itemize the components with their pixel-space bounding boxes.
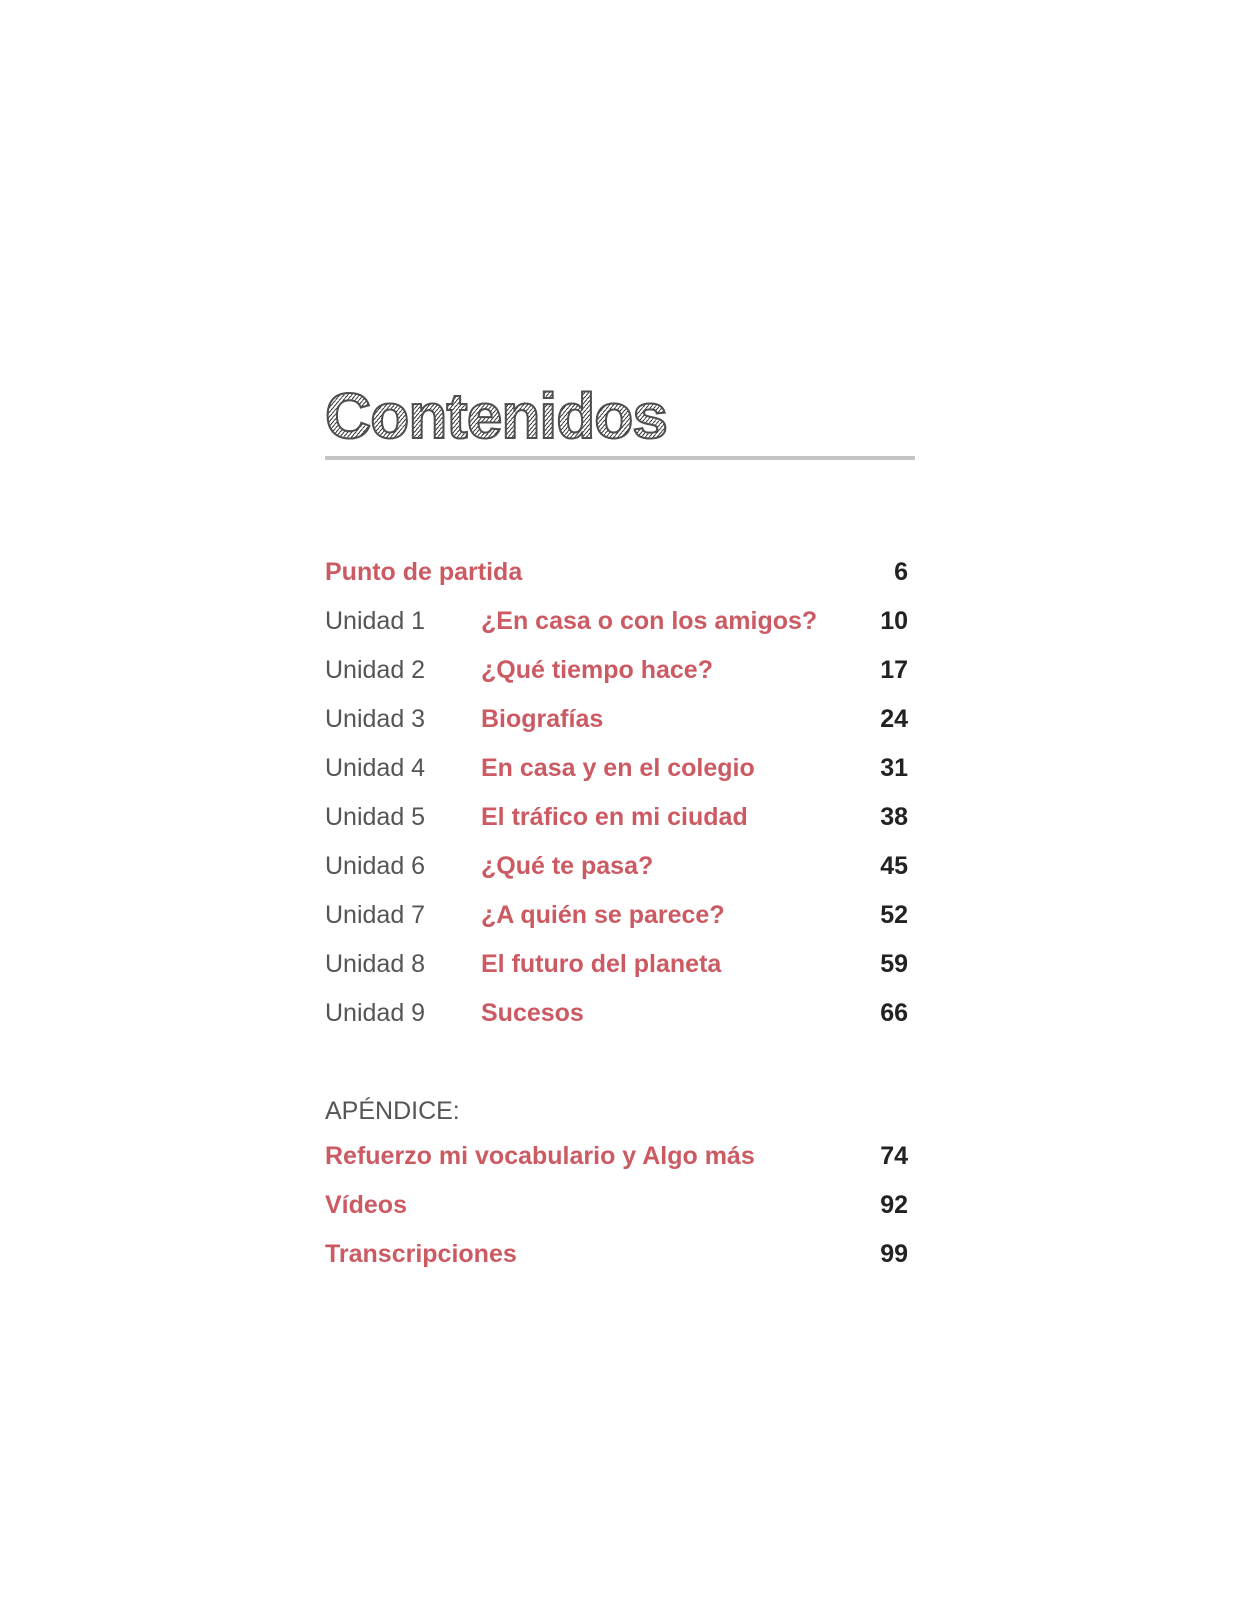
toc-topic: El tráfico en mi ciudad	[481, 803, 748, 831]
appendix-heading: APÉNDICE:	[325, 1097, 460, 1125]
toc-topic: Sucesos	[481, 999, 584, 1027]
toc-entry-unit-5[interactable]	[325, 793, 915, 842]
toc-topic: ¿Qué tiempo hace?	[481, 656, 713, 684]
toc-unit-label: Unidad 1	[325, 607, 426, 635]
toc-topic: En casa y en el colegio	[481, 754, 755, 782]
appendix-entry-videos[interactable]	[325, 1181, 915, 1230]
toc-entry-unit-9[interactable]	[325, 989, 915, 1038]
toc-unit-label: Unidad 9	[325, 999, 426, 1027]
toc-entry-unit-6[interactable]	[325, 842, 915, 891]
toc-topic: Punto de partida	[325, 558, 523, 586]
toc-page-number: 92	[880, 1191, 908, 1219]
toc-topic: ¿En casa o con los amigos?	[481, 607, 818, 635]
toc-unit-label: Unidad 7	[325, 901, 426, 929]
toc-entry-unit-3[interactable]	[325, 695, 915, 744]
toc-unit-label: Unidad 4	[325, 754, 426, 782]
toc-entry-unit-4[interactable]	[325, 744, 915, 793]
toc-page-number: 6	[894, 558, 908, 586]
toc-entry-unit-7[interactable]	[325, 891, 915, 940]
toc-page-number: 66	[880, 999, 908, 1027]
toc-page-number: 10	[880, 607, 908, 635]
toc-topic: Refuerzo mi vocabulario y Algo más	[325, 1142, 755, 1170]
title-divider	[325, 456, 915, 460]
table-of-contents	[325, 548, 915, 1038]
toc-page-number: 31	[880, 754, 908, 782]
page-title: Contenidos	[325, 380, 667, 452]
appendix-list	[325, 1132, 915, 1279]
toc-page-number: 17	[880, 656, 908, 684]
toc-topic: Transcripciones	[325, 1240, 517, 1268]
appendix-entry-vocabulary[interactable]	[325, 1132, 915, 1181]
toc-topic: ¿Qué te pasa?	[481, 852, 654, 880]
toc-unit-label: Unidad 8	[325, 950, 426, 978]
appendix-entry-transcripts[interactable]	[325, 1230, 915, 1279]
toc-entry-unit-1[interactable]	[325, 597, 915, 646]
toc-topic: El futuro del planeta	[481, 950, 722, 978]
toc-topic: Vídeos	[325, 1191, 407, 1219]
toc-page-number: 45	[880, 852, 908, 880]
toc-topic: ¿A quién se parece?	[481, 901, 725, 929]
toc-entry-intro[interactable]	[325, 548, 915, 597]
toc-unit-label: Unidad 5	[325, 803, 426, 831]
toc-page-number: 99	[880, 1240, 908, 1268]
toc-unit-label: Unidad 3	[325, 705, 426, 733]
toc-entry-unit-8[interactable]	[325, 940, 915, 989]
toc-page-number: 52	[880, 901, 908, 929]
toc-page-number: 38	[880, 803, 908, 831]
toc-unit-label: Unidad 2	[325, 656, 426, 684]
toc-page-number: 59	[880, 950, 908, 978]
toc-topic: Biografías	[481, 705, 604, 733]
toc-entry-unit-2[interactable]	[325, 646, 915, 695]
toc-unit-label: Unidad 6	[325, 852, 426, 880]
toc-page-number: 24	[880, 705, 908, 733]
toc-page-number: 74	[880, 1142, 908, 1170]
